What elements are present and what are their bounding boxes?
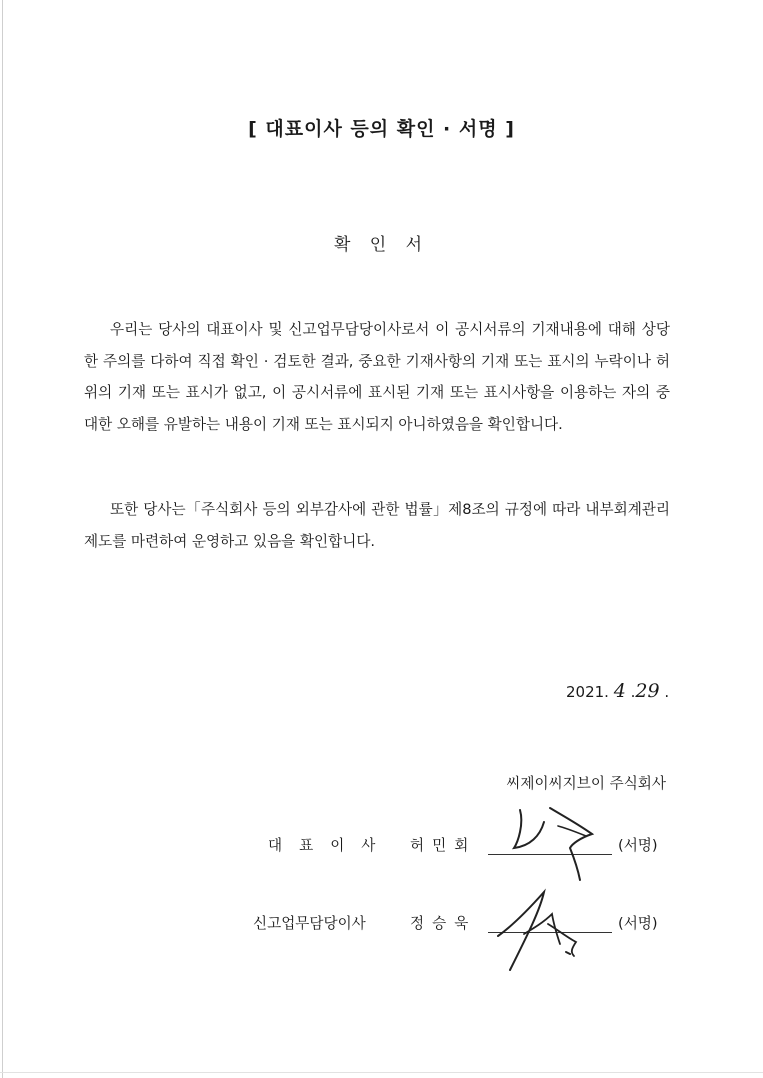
- paragraph-2-text: 또한 당사는「주식회사 등의 외부감사에 관한 법률」제8조의 규정에 따라 내부회계관리제도를 마련하여 운영하고 있음을 확인합니다.: [84, 501, 670, 550]
- signing-date: [566, 680, 669, 702]
- signature-row-ceo: [0, 830, 763, 870]
- company-name: 씨제이씨지브이 주식회사: [506, 775, 666, 792]
- document-subtitle: 확 인 서: [333, 235, 430, 255]
- date-separator: .: [630, 683, 636, 701]
- document-title: [ 대표이사 등의 확인 · 서명 ]: [248, 118, 515, 140]
- paragraph-1-text: 우리는 당사의 대표이사 및 신고업무담당이사로서 이 공시서류의 기재내용에 대해 상당한 주의를 다하여 직접 확인 · 검토한 결과, 중요한 기재사항의 기재 또는 표시의 누락이나 허위의 기재 또는 표시가 없고, 이 공시서류에 표시된 기재 또는 표시사항을 이용하는 자의 중대한 오해를 유발하는 내용이 기재 또는 표시되지 아니하였음을 확인합니다.: [84, 321, 670, 433]
- internal-control-paragraph: [84, 494, 670, 557]
- date-month-handwritten: 4: [613, 680, 626, 702]
- ceo-handwritten-signature: [500, 796, 610, 886]
- date-suffix: .: [664, 683, 670, 701]
- signatory-name: 허민회: [410, 837, 477, 854]
- date-day-handwritten: 29: [635, 680, 660, 702]
- signature-label: (서명): [618, 915, 658, 932]
- signature-row-disclosure-officer: [0, 908, 763, 948]
- signatory-name: 정승욱: [410, 915, 477, 932]
- signatory-role: 대표이사: [268, 837, 393, 854]
- date-year: 2021.: [566, 683, 609, 701]
- officer-handwritten-signature: [488, 884, 608, 974]
- confirmation-paragraph: [84, 314, 670, 440]
- page-bottom-edge: [0, 1072, 763, 1073]
- signatory-role: 신고업무담당이사: [253, 915, 366, 932]
- signature-label: (서명): [618, 837, 658, 854]
